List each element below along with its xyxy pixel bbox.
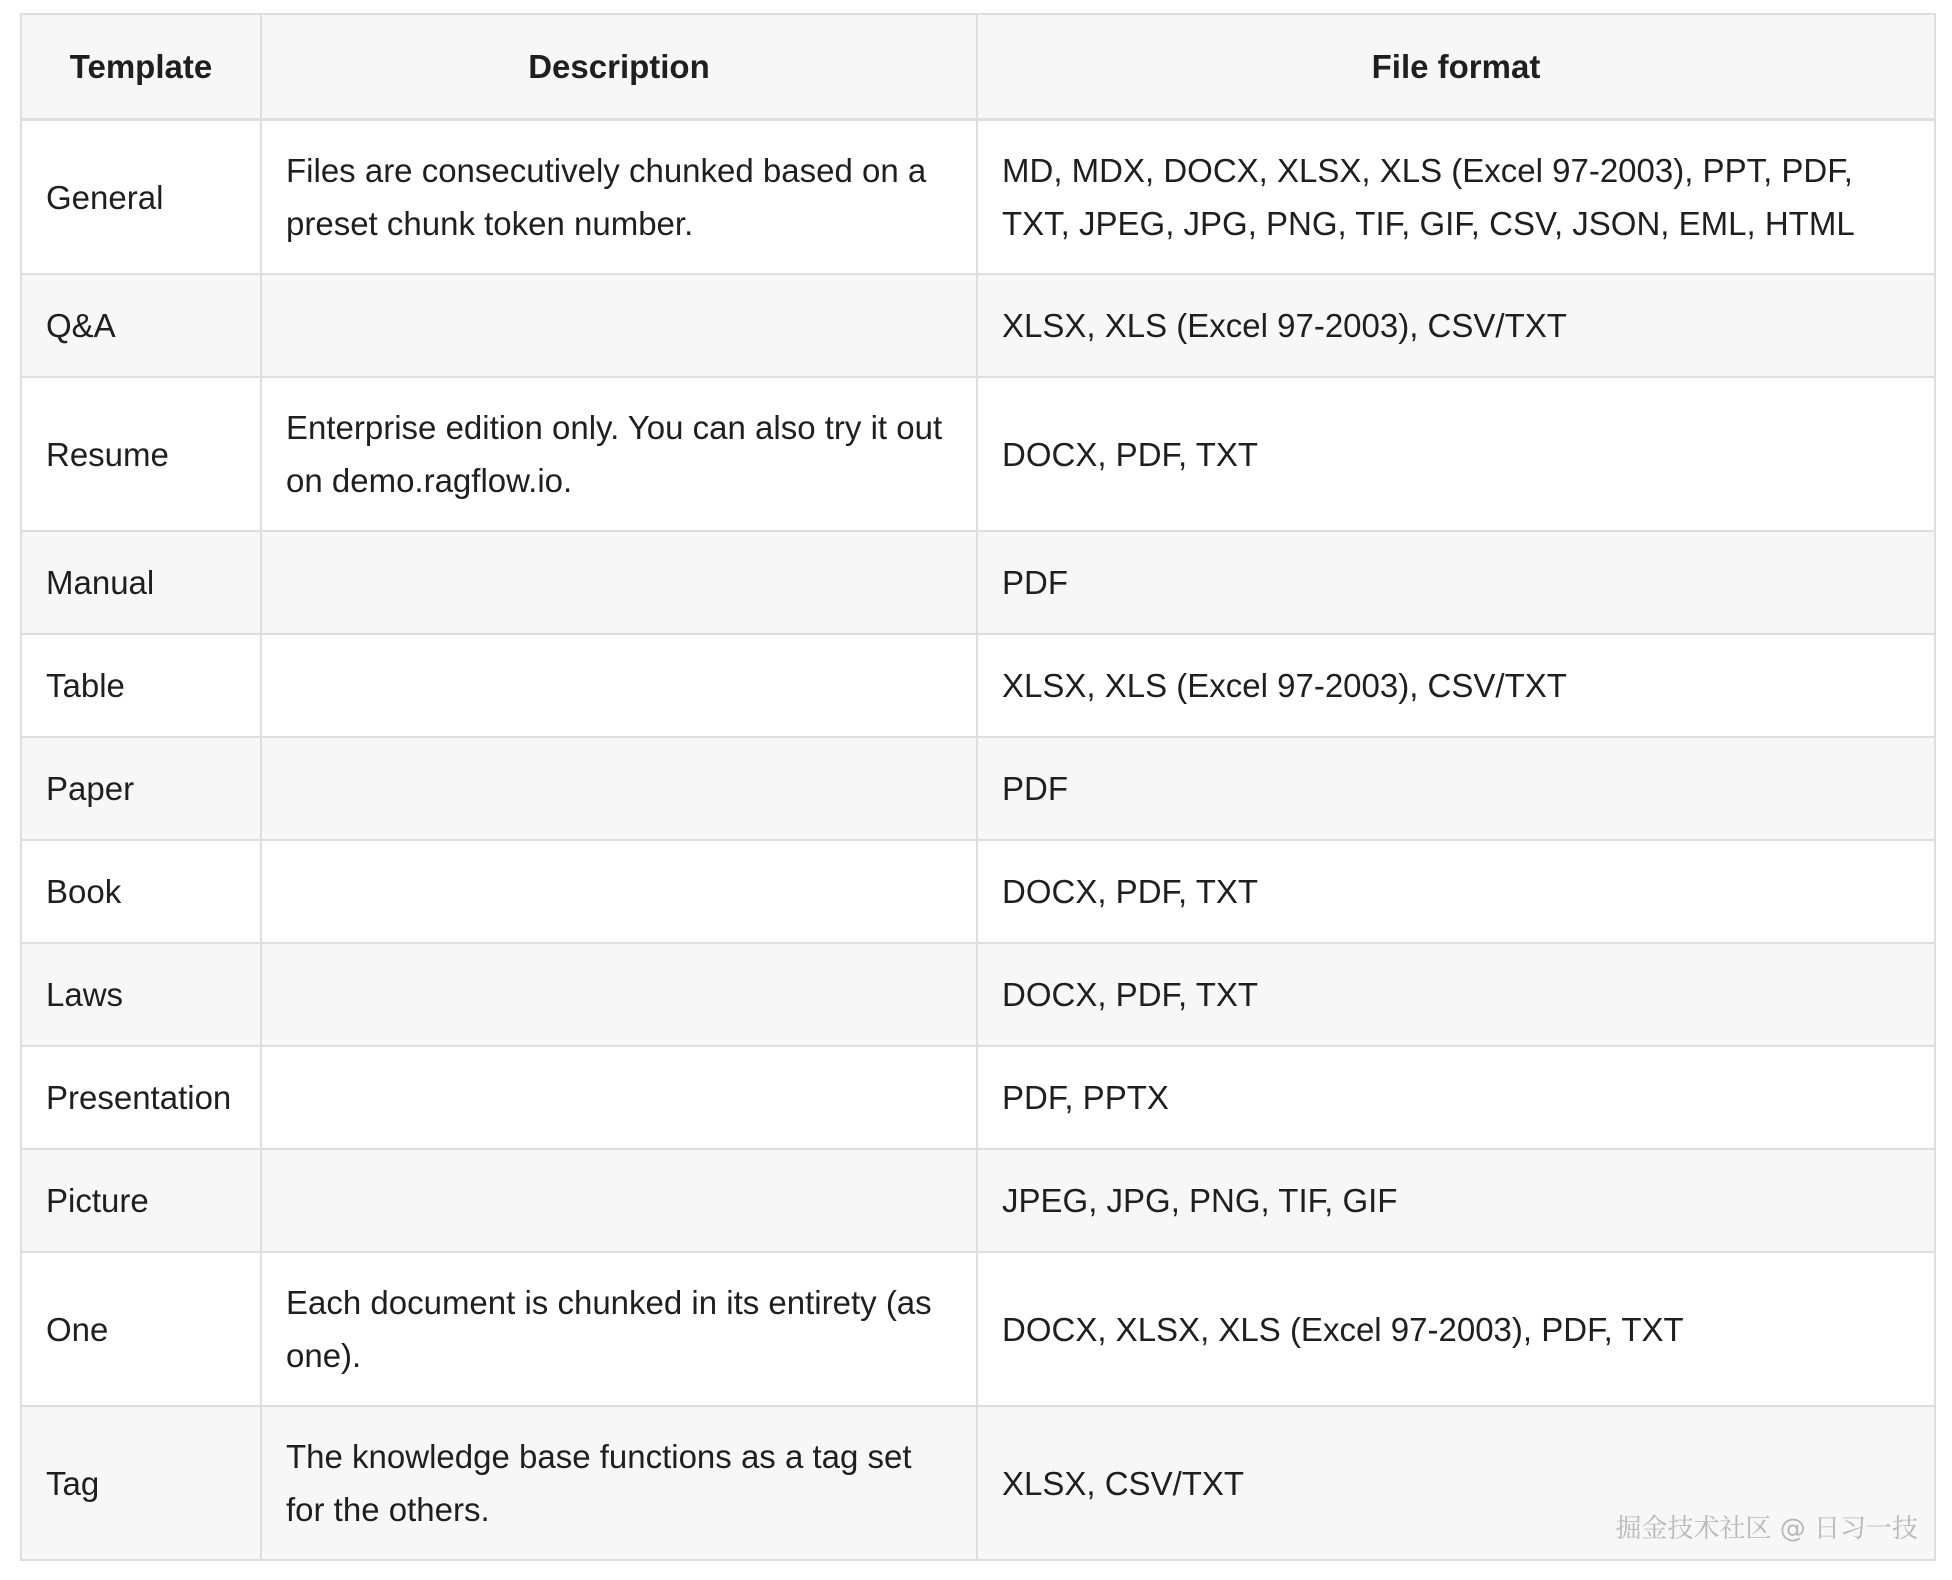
file-format-cell: PDF — [977, 737, 1935, 840]
description-cell: The knowledge base functions as a tag set for the others. — [261, 1406, 977, 1560]
template-cell: Laws — [21, 943, 261, 1046]
table-row — [21, 943, 1935, 1046]
description-cell — [261, 1149, 977, 1252]
description-cell — [261, 531, 977, 634]
file-format-cell: PDF — [977, 531, 1935, 634]
template-cell: Q&A — [21, 274, 261, 377]
file-format-cell: PDF, PPTX — [977, 1046, 1935, 1149]
templates-table-container — [20, 13, 1934, 1561]
description-cell — [261, 1046, 977, 1149]
file-format-cell: DOCX, XLSX, XLS (Excel 97-2003), PDF, TXT — [977, 1252, 1935, 1406]
template-cell: General — [21, 120, 261, 275]
description-cell: Each document is chunked in its entirety (as one). — [261, 1252, 977, 1406]
file-format-cell: DOCX, PDF, TXT — [977, 840, 1935, 943]
header-file-format: File format — [977, 14, 1935, 120]
table-row — [21, 1046, 1935, 1149]
file-format-cell: DOCX, PDF, TXT — [977, 943, 1935, 1046]
description-cell — [261, 634, 977, 737]
template-cell: Book — [21, 840, 261, 943]
watermark-text: 掘金技术社区 @ 日习一技 — [1615, 1514, 1918, 1544]
table-row — [21, 274, 1935, 377]
file-format-cell: DOCX, PDF, TXT — [977, 377, 1935, 531]
table-header-row — [21, 14, 1935, 120]
description-cell — [261, 840, 977, 943]
description-cell: Files are consecutively chunked based on a preset chunk token number. — [261, 120, 977, 275]
description-cell: Enterprise edition only. You can also try it out on demo.ragflow.io. — [261, 377, 977, 531]
table-row — [21, 377, 1935, 531]
template-cell: Presentation — [21, 1046, 261, 1149]
table-row — [21, 1252, 1935, 1406]
template-cell: Tag — [21, 1406, 261, 1560]
file-format-cell: XLSX, XLS (Excel 97-2003), CSV/TXT — [977, 274, 1935, 377]
template-cell: Resume — [21, 377, 261, 531]
file-format-cell: MD, MDX, DOCX, XLSX, XLS (Excel 97-2003), PPT, PDF, TXT, JPEG, JPG, PNG, TIF, GIF, CSV, JSON, EML, HTML — [977, 120, 1935, 275]
header-template: Template — [21, 14, 261, 120]
description-cell — [261, 943, 977, 1046]
header-description: Description — [261, 14, 977, 120]
template-cell: Picture — [21, 1149, 261, 1252]
file-format-cell: JPEG, JPG, PNG, TIF, GIF — [977, 1149, 1935, 1252]
description-cell — [261, 737, 977, 840]
table-row — [21, 737, 1935, 840]
template-cell: Paper — [21, 737, 261, 840]
template-cell: Table — [21, 634, 261, 737]
table-row — [21, 120, 1935, 275]
templates-table — [20, 13, 1936, 1561]
description-cell — [261, 274, 977, 377]
table-row — [21, 634, 1935, 737]
template-cell: One — [21, 1252, 261, 1406]
table-row — [21, 840, 1935, 943]
table-row — [21, 531, 1935, 634]
table-row — [21, 1149, 1935, 1252]
file-format-cell: XLSX, XLS (Excel 97-2003), CSV/TXT — [977, 634, 1935, 737]
file-format-cell: XLSX, CSV/TXT — [977, 1406, 1935, 1560]
template-cell: Manual — [21, 531, 261, 634]
